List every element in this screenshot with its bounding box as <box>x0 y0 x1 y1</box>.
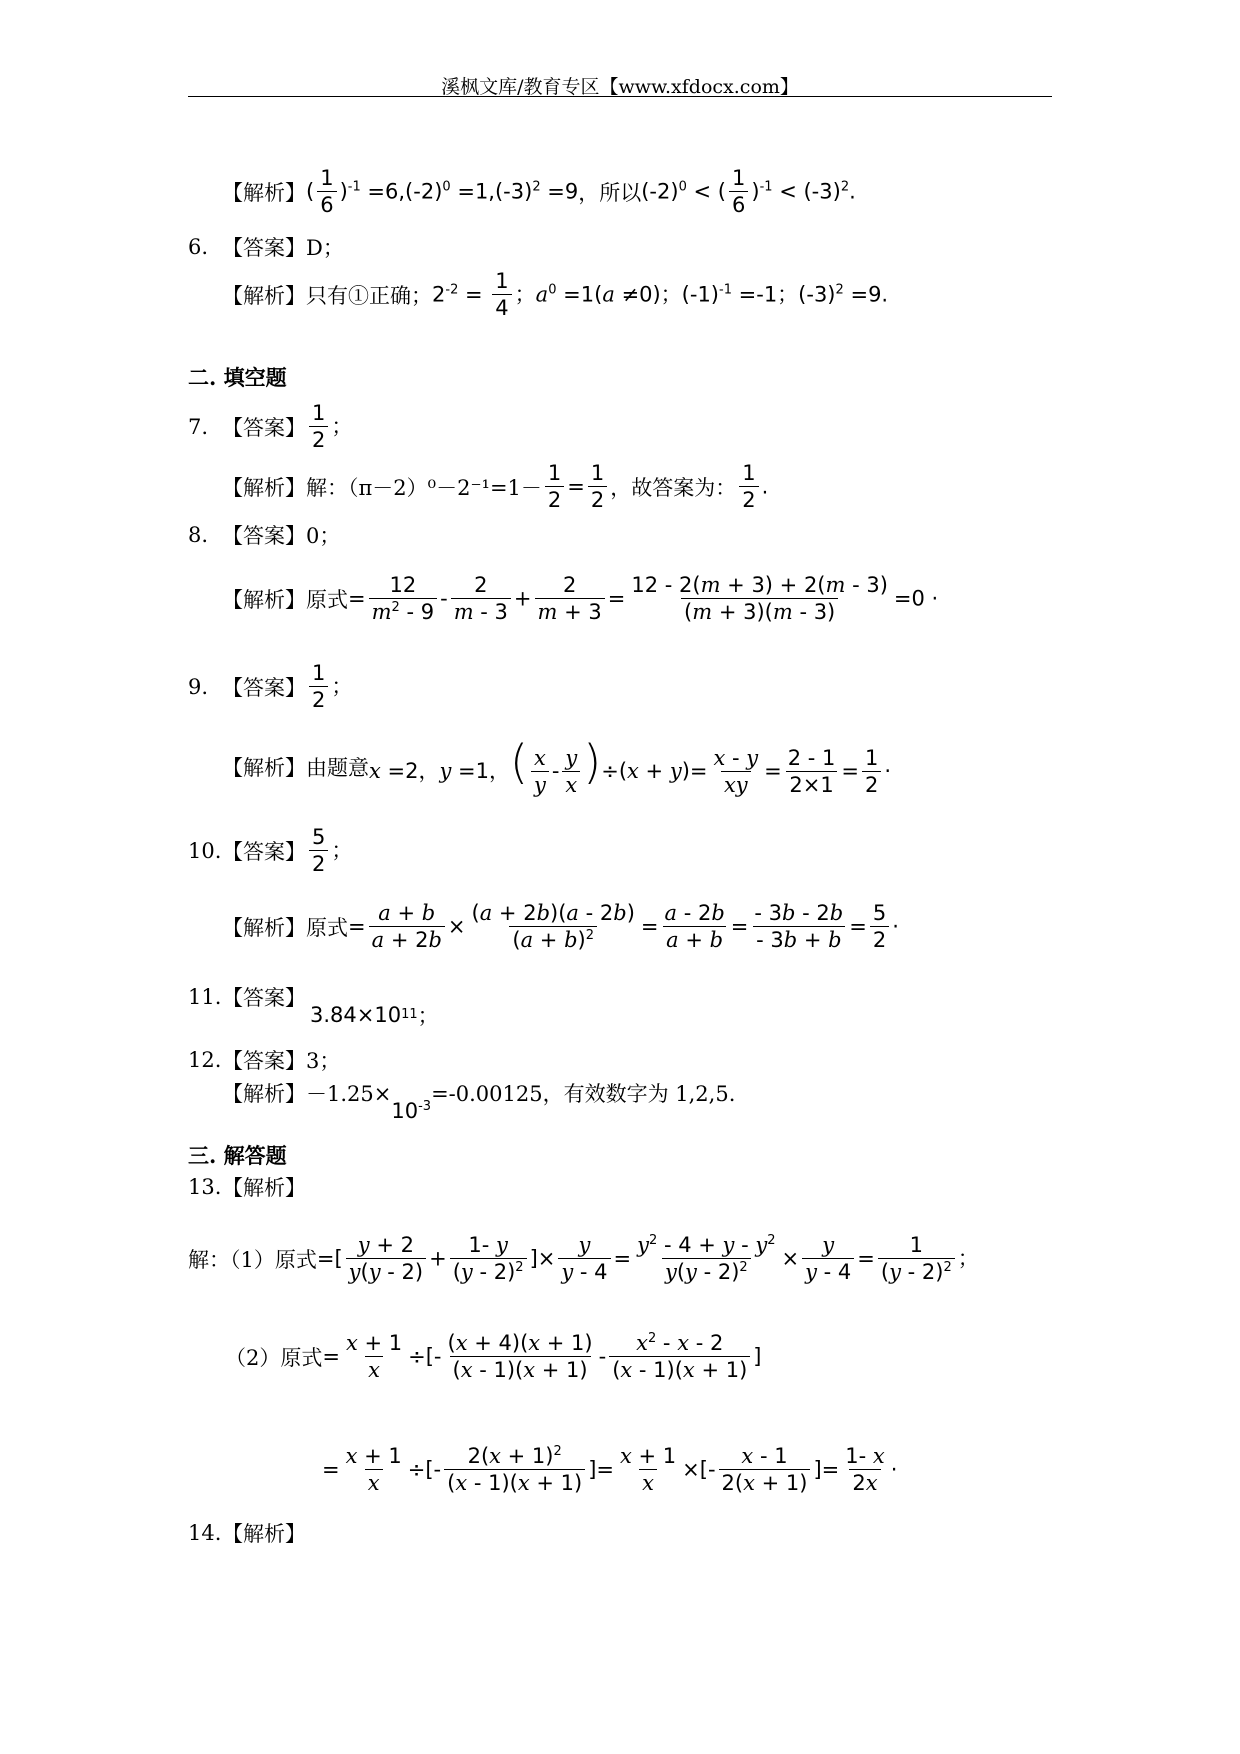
section-fill-title: 二. 填空题 <box>188 365 287 390</box>
q13-part3-math: = $\frac{x + 1}{x}$ ÷[- $\frac{2(x + 1)^2}{(x - 1)(x + 1)}$ ]= $\frac{x + 1}{x}$ ×[- $\frac{x - 1}{2(x + 1)}$ ]= $\frac{1- x}{2x}$ · <box>322 1443 897 1498</box>
answer-tag: 【答案】 <box>222 986 306 1010</box>
q7-number: 7. <box>188 415 209 440</box>
q8-analysis: 【解析】 原式 = $\frac{12}{m^2 - 9}$ - $\frac{2}{m - 3}$ + $\frac{2}{m + 3}$ = $\frac{12 - 2(m + 3) + 2(m - 3)}{(m + 3)(m - 3)}$ =0 · <box>222 572 938 627</box>
analysis-tag: 【解析】 <box>222 476 306 501</box>
q11-answer <box>188 982 306 1012</box>
q5-math-2: $(-2)^0$ < ( $\frac{1}{6}$ )$^{-1} < (-3)^2$. <box>641 165 856 220</box>
q7-text: 解：（π－2）⁰－2⁻¹=1－ <box>306 476 542 501</box>
q9-math: x =2，y =1，( $\frac{x}{y}$ - $\frac{y}{x}$ )÷(x + y)= $\frac{x - y}{xy}$ = $\frac{2 - 1}{2\times 1}$ = $\frac{1}{2}$ · <box>369 735 891 799</box>
header-rule <box>188 96 1052 97</box>
q8-number: 8. <box>188 523 209 547</box>
q10-answer: 10. 【答案】 $\frac{5}{2}$ ； <box>188 824 352 879</box>
q6-analysis <box>222 268 888 323</box>
q14-heading <box>188 1518 306 1548</box>
q5-so: ，所以 <box>578 181 642 206</box>
analysis-tag: 【解析】 <box>222 181 306 206</box>
q13-part2-math: = $\frac{x + 1}{x}$ ÷[- $\frac{(x + 4)(x + 1)}{(x - 1)(x + 1)}$ - $\frac{x^2 - x - 2}{(x - 1)(x + 1)}$ ] <box>322 1330 761 1385</box>
answer-tag: 【答案】 <box>222 1049 306 1073</box>
q6-number: 6. <box>188 235 209 259</box>
q9-analysis: 【解析】 由题意 x =2，y =1，( $\frac{x}{y}$ - $\frac{y}{x}$ )÷(x + y)= $\frac{x - y}{xy}$ = $\frac{2 - 1}{2\times 1}$ = $\frac{1}{2}$ · <box>222 735 891 799</box>
q13-part3 <box>322 1443 897 1498</box>
q14-number: 14. <box>188 1521 222 1545</box>
answer-tag: 【答案】 <box>222 840 306 865</box>
q6-text: 只有①正确； <box>306 284 432 309</box>
q5-math: ( $\frac{1}{6}$ )$^{-1} =6,(-2)^0 =1,(-3)^2 =9$ <box>306 165 578 220</box>
q7-answer-value: $\frac{1}{2}$ ； <box>306 400 352 455</box>
q6-answer-value: D； <box>306 236 344 260</box>
analysis-tag: 【解析】 <box>222 1082 306 1106</box>
page-header: 溪枫文库/教育专区【www.xfdocx.com】 <box>441 76 799 98</box>
q8-math: = $\frac{12}{m^2 - 9}$ - $\frac{2}{m - 3}$ + $\frac{2}{m + 3}$ = $\frac{12 - 2(m + 3) + 2(m - 3)}{(m + 3)(m - 3)}$ =0 · <box>348 572 938 627</box>
q5-analysis <box>222 165 856 220</box>
q6-answer <box>188 232 344 262</box>
answer-tag: 【答案】 <box>222 676 306 701</box>
q6-math: $2^{-2}$ = $\frac{1}{4}$ ；$a^0 =1(a \ne 0)$；$(-1)^{-1} =-1$；$(-3)^2 =9$. <box>432 268 888 323</box>
q12-number: 12. <box>188 1048 222 1072</box>
q9-answer: 9. 【答案】 $\frac{1}{2}$ ； <box>188 660 352 715</box>
q8-answer <box>188 520 340 550</box>
analysis-tag: 【解析】 <box>222 1176 306 1200</box>
answer-tag: 【答案】 <box>222 236 306 260</box>
q8-answer-value: 0； <box>306 524 341 548</box>
q13-number: 13. <box>188 1175 222 1199</box>
analysis-tag: 【解析】 <box>222 916 306 941</box>
q13-heading <box>188 1172 306 1202</box>
q10-analysis: 【解析】 原式 = $\frac{a + b}{a + 2b}$ × $\frac{(a + 2b)(a - 2b)}{(a + b)^2}$ = $\frac{a - 2b}{a + b}$ = $\frac{- 3b - 2b}{- 3b + b}$ = $\frac{5}{2}$ · <box>222 900 899 955</box>
q12-answer <box>188 1045 340 1075</box>
section-solve-title: 三. 解答题 <box>188 1143 287 1168</box>
q7-analysis: 【解析】 解：（π－2）⁰－2⁻¹=1－ $\frac{1}{2}$ = $\frac{1}{2}$ ，故答案为： $\frac{1}{2}$ . <box>222 460 768 515</box>
answer-tag: 【答案】 <box>222 524 306 548</box>
analysis-tag: 【解析】 <box>222 284 306 309</box>
q11-number: 11. <box>188 985 222 1009</box>
analysis-tag: 【解析】 <box>222 756 306 781</box>
q7-answer <box>188 400 352 455</box>
q13-part1-math: =[ $\frac{y + 2}{y(y - 2)}$ + $\frac{1- y}{(y - 2)^2}$ ]× $\frac{y}{y - 4}$ = $\frac{y^2 - 4 + y - y^2}{y(y - 2)^2}$ × $\frac{y}{y - 4}$ = $\frac{1}{(y - 2)^2}$ ； <box>317 1232 979 1287</box>
analysis-tag: 【解析】 <box>222 588 306 613</box>
q13-part2: （2）原式 = $\frac{x + 1}{x}$ ÷[- $\frac{(x + 4)(x + 1)}{(x - 1)(x + 1)}$ - $\frac{x^2 - x - 2}{(x - 1)(x + 1)}$ ] <box>225 1330 761 1385</box>
q13-part1: 解：（1）原式 =[ $\frac{y + 2}{y(y - 2)}$ + $\frac{1- y}{(y - 2)^2}$ ]× $\frac{y}{y - 4}$ = $\frac{y^2 - 4 + y - y^2}{y(y - 2)^2}$ × $\frac{y}{y - 4}$ = $\frac{1}{(y - 2)^2}$ ； <box>188 1232 979 1287</box>
q11-answer-value: 3.84×10 11 ； <box>310 1003 439 1028</box>
analysis-tag: 【解析】 <box>222 1522 306 1546</box>
q12-answer-value: 3； <box>306 1049 341 1073</box>
answer-tag: 【答案】 <box>222 416 306 441</box>
q9-number: 9. <box>188 675 209 700</box>
q10-number: 10. <box>188 839 222 864</box>
q12-analysis: 【解析】 －1.25× $10^{-3}$ =-0.00125，有效数字为 1,2,5. <box>222 1078 735 1108</box>
q10-math: = $\frac{a + b}{a + 2b}$ × $\frac{(a + 2b)(a - 2b)}{(a + b)^2}$ = $\frac{a - 2b}{a + b}$ = $\frac{- 3b - 2b}{- 3b + b}$ = $\frac{5}{2}$ · <box>348 900 899 955</box>
